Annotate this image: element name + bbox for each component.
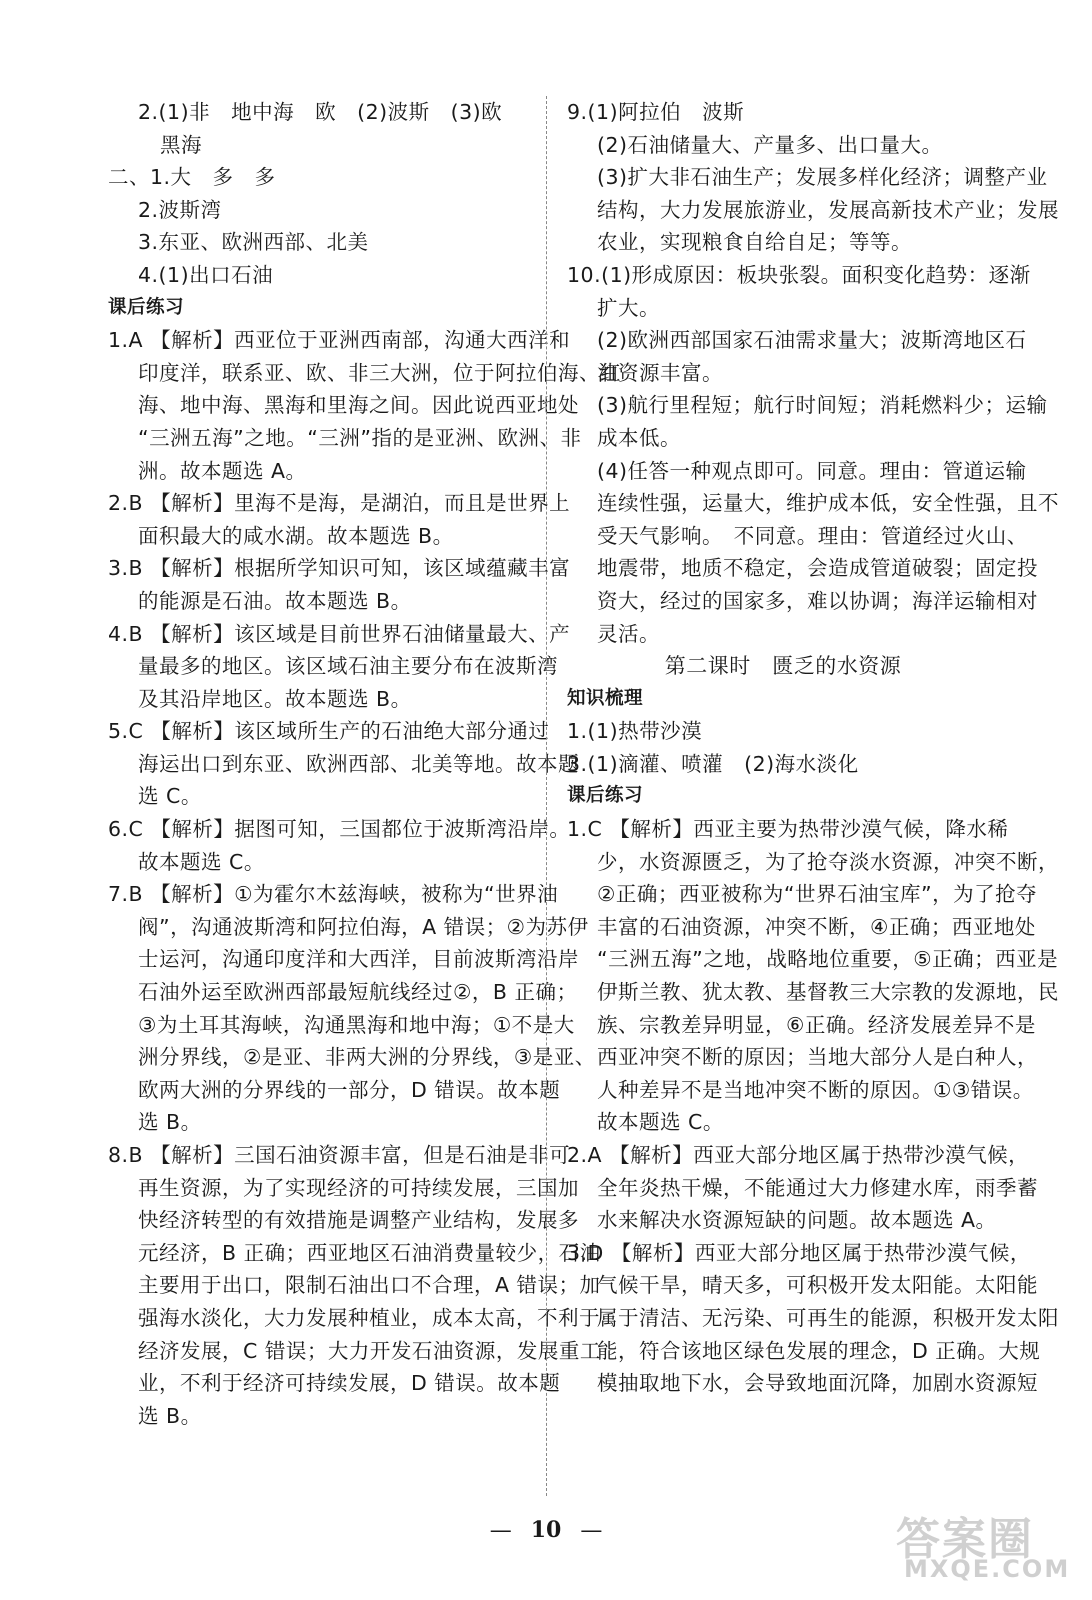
left-text-line: 3.东亚、欧洲西部、北美	[138, 230, 369, 255]
right-text-line: 气候干旱，晴天多，可积极开发太阳能。太阳能	[597, 1273, 1038, 1298]
left-text-line: 的能源是石油。故本题选 B。	[138, 588, 412, 613]
left-text-line: 印度洋，联系亚、欧、非三大洲，位于阿拉伯海、红	[138, 360, 621, 385]
left-text-line: 6.C 【解析】据图可知，三国都位于波斯湾沿岸。	[108, 817, 571, 842]
left-text-line: 量最多的地区。该区域石油主要分布在波斯湾	[138, 654, 558, 679]
left-text-line: 元经济，B 正确；西亚地区石油消费量较少，石油	[138, 1240, 601, 1265]
footer-dash-left: —	[489, 1518, 512, 1543]
right-text-line: 灵活。	[597, 621, 660, 646]
left-text-line: 再生资源，为了实现经济的可持续发展，三国加	[138, 1175, 579, 1200]
left-text-line: 4.(1)出口石油	[138, 262, 274, 287]
right-text-line: (4)任答一种观点即可。同意。理由：管道运输	[597, 458, 1027, 483]
right-text-line: 能，符合该地区绿色发展的理念，D 正确。大规	[597, 1338, 1041, 1363]
right-text-line: 知识梳理	[567, 687, 644, 709]
left-text-line: 选 C。	[138, 784, 202, 809]
right-text-line: 2.A 【解析】西亚大部分地区属于热带沙漠气候，	[567, 1143, 1030, 1167]
left-text-line: ③为土耳其海峡，沟通黑海和地中海；①不是大	[138, 1012, 575, 1037]
right-text-line: 全年炎热干燥，不能通过大力修建水库，雨季蓄	[597, 1175, 1038, 1200]
right-text-line: 扩大。	[597, 295, 660, 320]
right-text-line: (2)石油储量大、产量多、出口量大。	[597, 132, 943, 157]
left-text-line: 石油外运至欧洲西部最短航线经过②，B 正确；	[138, 980, 578, 1005]
left-text-line: 2.B 【解析】里海不是海，是湖泊，而且是世界上	[108, 491, 571, 516]
right-text-line: 受天气影响。 不同意。理由：管道经过火山、	[597, 523, 1028, 548]
right-text-line: 水来解决水资源短缺的问题。故本题选 A。	[597, 1208, 997, 1233]
right-text-line: 丰富的石油资源，冲突不断，④正确；西亚地处	[597, 914, 1036, 939]
right-text-line: 资大，经过的国家多，难以协调；海洋运输相对	[597, 588, 1038, 613]
right-text-line: 3.D 【解析】西亚大部分地区属于热带沙漠气候，	[567, 1240, 1031, 1265]
left-text-line: 二、1.大 多 多	[108, 165, 276, 190]
right-text-line: 伊斯兰教、犹太教、基督教三大宗教的发源地，民	[597, 980, 1059, 1005]
left-text-line: 快经济转型的有效措施是调整产业结构，发展多	[138, 1208, 579, 1233]
left-text-line: 7.B 【解析】①为霍尔木兹海峡，被称为“世界油	[108, 882, 559, 907]
left-text-line: 强海水淡化，大力发展种植业，成本太高，不利于	[138, 1305, 600, 1330]
right-text-line: 1.C 【解析】西亚主要为热带沙漠气候，降水稀	[567, 817, 1009, 842]
page-number: 10	[530, 1517, 562, 1543]
right-text-line: (3)航行里程短；航行时间短；消耗燃料少；运输	[597, 393, 1048, 418]
right-text-line: 第二课时 匮乏的水资源	[664, 654, 902, 679]
left-text-line: 选 B。	[138, 1110, 202, 1135]
right-text-line: 连续性强，运量大，维护成本低，安全性强，且不	[597, 491, 1059, 516]
right-text-line: 少，水资源匮乏，为了抢夺淡水资源，冲突不断，	[597, 849, 1059, 874]
left-text-line: 故本题选 C。	[138, 849, 265, 874]
right-text-line: ②正确；西亚被称为“世界石油宝库”，为了抢夺	[597, 882, 1038, 907]
right-text-line: 9.(1)阿拉伯 波斯	[567, 100, 745, 124]
right-text-line: 族、宗教差异明显，⑥正确。经济发展差异不是	[597, 1012, 1036, 1037]
footer-dash-right: —	[580, 1518, 603, 1543]
left-text-line: 海、地中海、黑海和里海之间。因此说西亚地处	[138, 393, 579, 418]
left-text-line: 欧两大洲的分界线的一部分，D 错误。故本题	[138, 1077, 561, 1102]
left-text-line: 面积最大的咸水湖。故本题选 B。	[138, 523, 454, 548]
right-text-line: 油资源丰富。	[597, 360, 723, 385]
right-text-line: 1.(1)热带沙漠	[567, 719, 703, 744]
right-text-line: 地震带，地质不稳定，会造成管道破裂；固定投	[597, 556, 1038, 581]
left-text-line: 4.B 【解析】该区域是目前世界石油储量最大、产	[108, 621, 571, 646]
right-text-line: 成本低。	[597, 425, 681, 450]
left-text-line: 海运出口到东亚、欧洲西部、北美等地。故本题	[138, 751, 579, 776]
left-text-line: 洲。故本题选 A。	[138, 458, 307, 483]
right-text-line: 3.(1)滴灌、喷灌 (2)海水淡化	[567, 751, 859, 776]
right-text-line: (2)欧洲西部国家石油需求量大；波斯湾地区石	[597, 328, 1027, 353]
watermark-mark: 答案圈	[896, 1514, 1034, 1565]
left-text-line: “三洲五海”之地。“三洲”指的是亚洲、欧洲、非	[138, 425, 582, 450]
watermark-url: MXQE.COM	[904, 1555, 1071, 1583]
left-text-line: 洲分界线，②是亚、非两大洲的分界线，③是亚、	[138, 1045, 596, 1070]
watermark-logo	[890, 1503, 1080, 1593]
right-text-line: 西亚冲突不断的原因；当地大部分人是白种人，	[597, 1045, 1038, 1070]
left-text-line: 主要用于出口，限制石油出口不合理，A 错误；加	[138, 1273, 601, 1298]
right-text-line: 模抽取地下水，会导致地面沉降，加剧水资源短	[597, 1371, 1038, 1396]
right-text-line: 10.(1)形成原因：板块张裂。面积变化趋势：逐渐	[567, 262, 1031, 287]
left-text-line: 2.波斯湾	[138, 197, 222, 222]
left-text-line: 2.(1)非 地中海 欧 (2)波斯 (3)欧	[138, 100, 503, 124]
left-text-line: 1.A 【解析】西亚位于亚洲西南部，沟通大西洋和	[108, 328, 571, 353]
left-text-line: 课后练习	[108, 296, 185, 318]
right-text-line: 人种差异不是当地冲突不断的原因。①③错误。	[597, 1077, 1034, 1102]
left-text-line: 经济发展，C 错误；大力开发石油资源，发展重工	[138, 1338, 601, 1363]
left-text-line: 5.C 【解析】该区域所生产的石油绝大部分通过	[108, 719, 550, 744]
left-text-line: 3.B 【解析】根据所学知识可知，该区域蕴藏丰富	[108, 556, 571, 581]
left-text-line: 黑海	[160, 132, 202, 157]
column-divider	[546, 96, 547, 1496]
left-text-line: 8.B 【解析】三国石油资源丰富，但是石油是非可	[108, 1143, 571, 1167]
right-text-line: (3)扩大非石油生产；发展多样化经济；调整产业	[597, 165, 1048, 190]
right-text-line: 结构，大力发展旅游业，发展高新技术产业；发展	[597, 197, 1059, 222]
left-text-line: 业，不利于经济可持续发展，D 错误。故本题	[138, 1371, 561, 1396]
right-text-line: 农业，实现粮食自给自足；等等。	[597, 230, 912, 255]
right-column	[567, 96, 1059, 1400]
left-text-line: 士运河，沟通印度洋和大西洋，目前波斯湾沿岸	[138, 947, 579, 972]
left-text-line: 阀”，沟通波斯湾和阿拉伯海，A 错误；②为苏伊	[138, 914, 589, 939]
left-text-line: 及其沿岸地区。故本题选 B。	[138, 686, 412, 711]
left-text-line: 选 B。	[138, 1403, 202, 1428]
right-text-line: 故本题选 C。	[597, 1110, 724, 1135]
right-text-line: “三洲五海”之地，战略地位重要，⑤正确；西亚是	[597, 947, 1059, 972]
right-text-line: 课后练习	[567, 785, 644, 807]
right-text-line: 属于清洁、无污染、可再生的能源，积极开发太阳	[597, 1305, 1059, 1330]
